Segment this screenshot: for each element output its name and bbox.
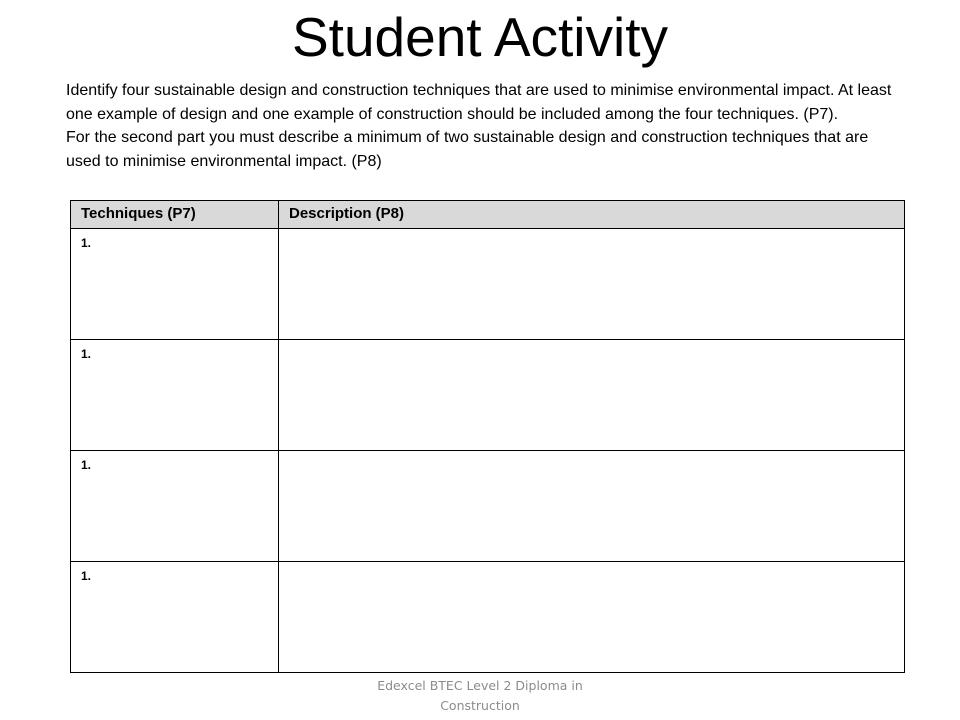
description-cell[interactable] — [279, 451, 905, 562]
table-header-row — [71, 201, 905, 229]
header-techniques: Techniques (P7) — [71, 201, 279, 229]
instruction-paragraph-p7: Identify four sustainable design and construction techniques that are used to minimise environmental impact. At least one example of design and one example of construction should be included among the four techniques. (P7). — [66, 82, 892, 123]
instructions-text — [66, 79, 906, 173]
table-row — [71, 451, 905, 562]
technique-cell[interactable]: 1. — [71, 229, 279, 340]
table-row — [71, 562, 905, 673]
slide-title: Student Activity — [291, 6, 669, 68]
description-cell[interactable] — [279, 340, 905, 451]
footer-text: Edexcel BTEC Level 2 Diploma in Construction — [377, 678, 583, 713]
header-description: Description (P8) — [279, 201, 905, 229]
technique-cell[interactable]: 1. — [71, 562, 279, 673]
activity-table — [70, 200, 905, 673]
instruction-paragraph-p8: For the second part you must describe a minimum of two sustainable design and construction techniques that are used to minimise environmental impact. (P8) — [66, 129, 869, 170]
description-cell[interactable] — [279, 229, 905, 340]
description-cell[interactable] — [279, 562, 905, 673]
table-row — [71, 229, 905, 340]
table-row — [71, 340, 905, 451]
technique-cell[interactable]: 1. — [71, 340, 279, 451]
technique-cell[interactable]: 1. — [71, 451, 279, 562]
